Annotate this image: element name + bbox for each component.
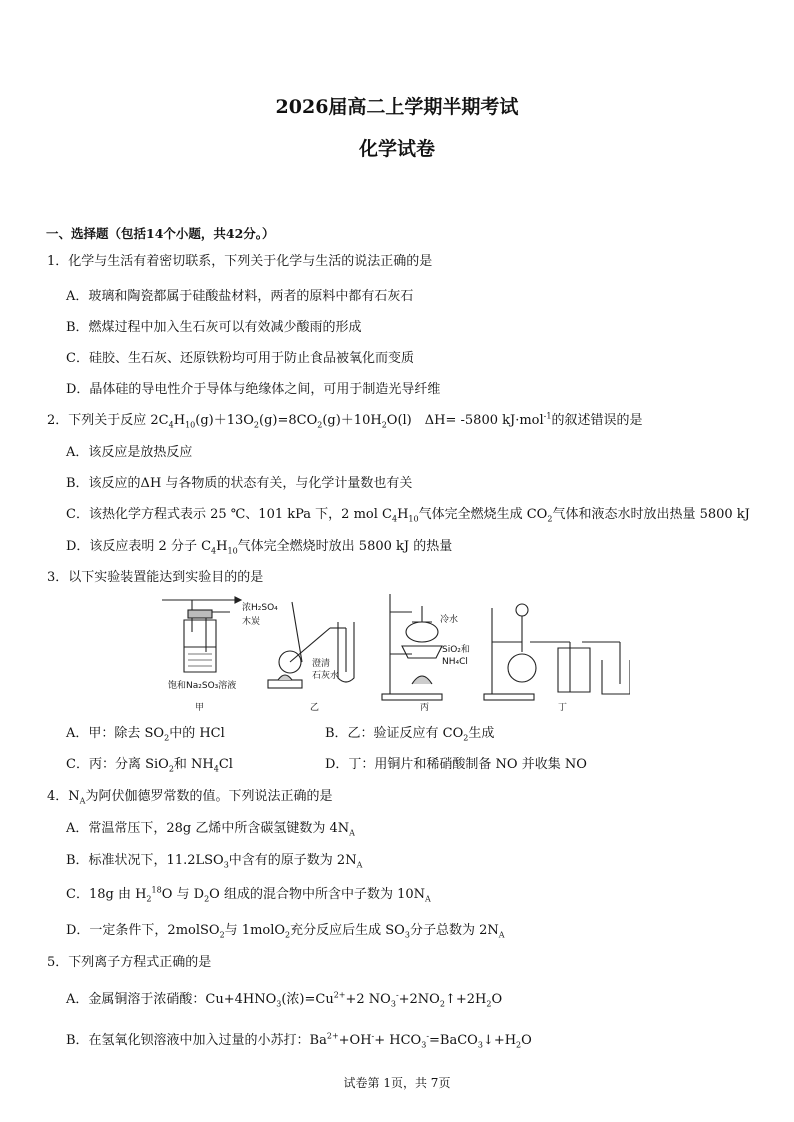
q1-option-b: B．燃煤过程中加入生石灰可以有效减少酸雨的形成 [66, 320, 362, 335]
q3-option-d: D．丁：用铜片和稀硝酸制备 NO 并收集 NO [325, 757, 587, 772]
q4-option-c: C．18g 由 $H_2^{18}O$ 与 $D_2O$ 组成的混合物中所含中子数为 $10N_A$ [66, 885, 431, 904]
page-footer: 试卷第 1页，共 7页 [343, 1076, 451, 1090]
q1-stem: 1．化学与生活有着密切联系，下列关于化学与生活的说法正确的是 [47, 254, 433, 269]
bing-water-label: 冷水 [440, 615, 459, 625]
ding-label: 丁 [558, 703, 568, 713]
q3-option-b: B．乙：验证反应有 $CO_2$生成 [325, 726, 495, 743]
q3-stem: 3．以下实验装置能达到实验目的的是 [47, 570, 264, 585]
q3-option-c: C．丙：分离 SiO$_2$和 $NH_4Cl$ [66, 757, 233, 774]
q5-option-b: B．在氢氧化钡溶液中加入过量的小苏打：$Ba^{2+}+OH^-+$ $HCO_3^-=BaCO_3↓+H_2O$ [66, 1031, 532, 1050]
apparatus-ding [484, 604, 630, 713]
q2-option-d: D．该反应表明 2 分子 $C_4H_{10}$气体完全燃烧时放出 5800 kJ 的热量 [66, 539, 453, 556]
q2-option-a: A．该反应是放热反应 [66, 445, 193, 460]
jia-reagent-label: 饱和Na₂SO₃溶液 [168, 681, 237, 691]
q1-option-a: A．玻璃和陶瓷都属于硅酸盐材料，两者的原料中都有石灰石 [66, 289, 414, 304]
apparatus-jia [162, 597, 241, 713]
yi-carbon-label: 木炭 [242, 617, 261, 627]
bing-label: 丙 [420, 703, 430, 713]
q1-option-d: D．晶体硅的导电性介于导体与绝缘体之间，可用于制造光导纤维 [66, 382, 441, 397]
exam-title: 2026届高二上学期半期考试 [275, 96, 519, 118]
q5-stem: 5．下列离子方程式正确的是 [47, 955, 212, 970]
bing-mixture-label-1: SiO₂和 [442, 645, 470, 655]
apparatus-yi [242, 601, 354, 713]
bing-mixture-label-2: NH₄Cl [442, 657, 468, 667]
apparatus-bing [382, 594, 470, 713]
q2-option-c: C．该热化学方程式表示 25 ℃、101 kPa 下，2 mol $C_4H_{10}$气体完全燃烧生成 $CO_2$气体和液态水时放出热量 5800 kJ [66, 507, 750, 524]
yi-label: 乙 [310, 703, 320, 713]
yi-lime-label-2: 石灰水 [312, 671, 340, 681]
section-heading: 一、选择题（包括14个小题，共42分。） [46, 226, 275, 241]
jia-label: 甲 [195, 703, 205, 713]
yi-acid-label: 浓H₂SO₄ [242, 603, 278, 613]
q4-option-a: A．常温常压下，28g 乙烯中所含碳氢键数为 $4N_A$ [66, 821, 355, 838]
q4-option-b: B．标准状况下，$11.2LSO_3$中含有的原子数为 $2N_A$ [66, 853, 363, 870]
q2-stem: 2．下列关于反应 $2C_4H_{10}(g)+13O_2(g)=8CO_2(g)+10H_2O(l)$ ΔH= -5800 kJ·mol$^{-1}$的叙述错误的是 [47, 411, 643, 430]
q3-apparatus-figure [150, 592, 630, 716]
q4-option-d: D．一定条件下，2molSO$_2$与 1molO$_2$充分反应后生成 $SO_3$分子总数为 $2N_A$ [66, 923, 505, 940]
exam-subject: 化学试卷 [358, 138, 435, 160]
q2-option-b: B．该反应的ΔH 与各物质的状态有关，与化学计量数也有关 [66, 476, 413, 491]
q3-option-a: A．甲：除去 $SO_2$中的 HCl [66, 726, 225, 743]
q1-option-c: C．硅胶、生石灰、还原铁粉均可用于防止食品被氧化而变质 [66, 351, 414, 366]
q5-option-a: A．金属铜溶于浓硝酸：$Cu+4HNO_3$(浓)$=Cu^{2+}+2$ $NO_3^-+2NO_2↑+2H_2O$ [66, 990, 503, 1009]
q4-stem: 4．$N_A$为阿伏伽德罗常数的值。下列说法正确的是 [47, 789, 333, 806]
yi-lime-label-1: 澄清 [312, 659, 331, 669]
